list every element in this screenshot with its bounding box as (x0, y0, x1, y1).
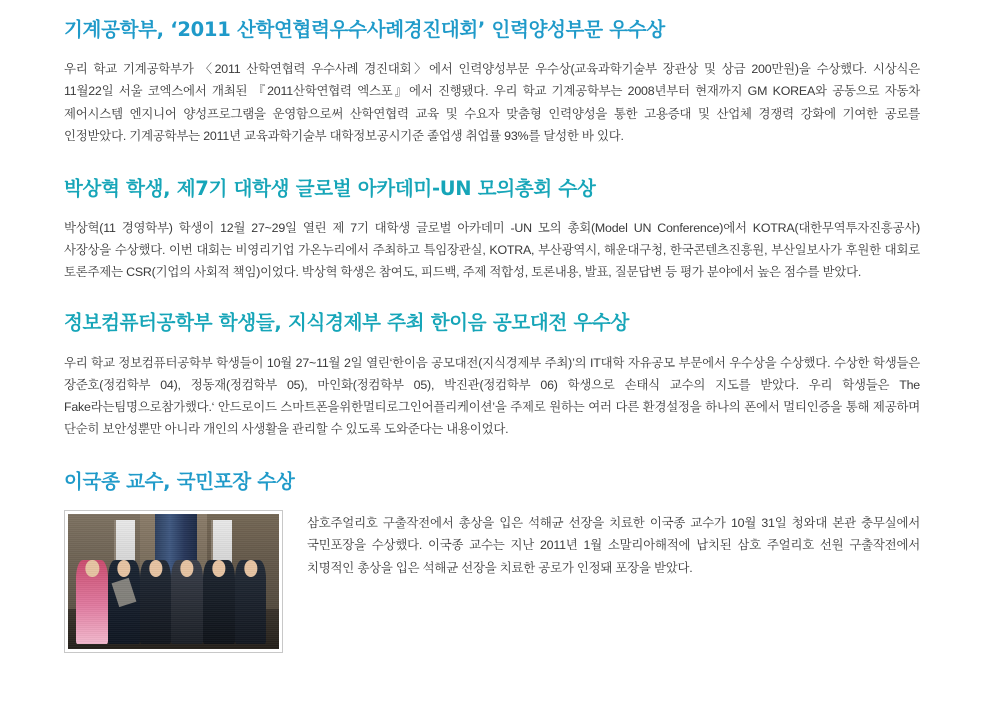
photo-person (235, 560, 267, 644)
article-photo-row (64, 510, 920, 653)
photo-person-head (149, 560, 162, 577)
article-body: 박상혁(11 경영학부) 학생이 12월 27~29일 열린 제 7기 대학생 글로벌 아카데미 -UN 모의 총회(Model UN Conference)에서 KOTRA(대한무역투자진흥공사) 사장상을 수상했다. 이번 대회는 비영리기업 가온누리에서 주최하고 특임장관실, KOTRA, 부산광역시, 해운대구청, 한국콘텐츠진흥원, 부산일보사가 후원한 대회로 토론주제는 CSR(기업의 사회적 책임)이었다. 박상혁 학생은 참여도, 피드백, 주제 적합성, 토론내용, 발표, 질문답변 등 평가 분야에서 높은 점수를 받았다. (64, 221, 920, 280)
photo-person (171, 560, 203, 644)
photo-person-sash (112, 578, 137, 607)
article-model-un-award (64, 177, 920, 284)
article-body: 우리 학교 기계공학부가 〈2011 산학연협력 우수사례 경진대회〉에서 인력양성부문 우수상(교육과학기술부 장관상 및 상금 200만원)을 수상했다. 시상식은 11월22일 서울 코엑스에서 개최된 『2011산학연협력 엑스포』에서 진행됐다. 우리 학교 기계공학부는 2008년부터 현재까지 GM KOREA와 공동으로 자동차 제어시스템 엔지니어 양성프로그램을 운영함으로써 산학연협력 교육 및 수요자 맞춤형 인력양성을 통한 고용증대 및 산업체 경쟁력 강화에 기여한 공로를 인정받았다. 기계공학부는 2011년 교육과학기술부 대학정보공시기준 졸업생 취업률 93%를 달성한 바 있다. (64, 62, 920, 143)
article-body: 삼호주얼리호 구출작전에서 총상을 입은 석해균 선장을 치료한 이국종 교수가 10월 31일 청와대 본관 충무실에서 국민포장을 수상했다. 이국종 교수는 지난 2011년 1월 소말리아해적에 납치된 삼호 주얼리호 선원 구출작전에서 치명적인 총상을 입은 석해균 선장을 치료한 공로가 인정돼 포장을 받았다. (307, 516, 920, 575)
article-title: 이국종 교수, 국민포장 수상 (64, 469, 295, 493)
article-title: 정보컴퓨터공학부 학생들, 지식경제부 주최 한이음 공모대전 우수상 (64, 311, 630, 335)
award-ceremony-photo (68, 514, 279, 649)
photo-person-head (181, 560, 194, 577)
photo-person (76, 560, 108, 644)
article-title: 기계공학부, ‘2011 산학연협력우수사례경진대회’ 인력양성부문 우수상 (64, 18, 665, 41)
award-ceremony-photo-frame (64, 510, 283, 653)
photo-person-head (117, 560, 130, 577)
article-hanium-contest-award (64, 311, 920, 440)
photo-person (140, 560, 172, 644)
photo-person (108, 560, 140, 644)
photo-person-head (212, 560, 225, 577)
photo-person-head (244, 560, 257, 577)
article-national-medal-award (64, 470, 920, 653)
article-mechanical-engineering-award (64, 18, 920, 147)
article-body: 우리 학교 정보컴퓨터공학부 학생들이 10월 27~11월 2일 열린‘한이음 공모대전(지식경제부 주최)’의 IT대학 자유공모 부문에서 우수상을 수상했다. 수상한 학생들은 장준호(정컴학부 04), 정동재(정컴학부 05), 마인화(정컴학부 05), 박진관(정컴학부 06) 학생으로 손태식 교수의 지도를 받았다. 우리 학생들은 The Fake라는팀명으로참가했다.‘ 안드로이드 스마트폰을위한멀티로그인어플리케이션’을 주제로 원하는 여러 다른 환경설정을 하나의 폰에서 멀티인증을 통해 제공하며 단순히 보안성뿐만 아니라 개인의 사생활을 관리할 수 있도록 도와준다는 내용이었다. (64, 355, 920, 436)
photo-person (203, 560, 235, 644)
photo-person-head (86, 560, 99, 577)
article-title: 박상혁 학생, 제7기 대학생 글로벌 아카데미-UN 모의총회 수상 (64, 176, 596, 200)
